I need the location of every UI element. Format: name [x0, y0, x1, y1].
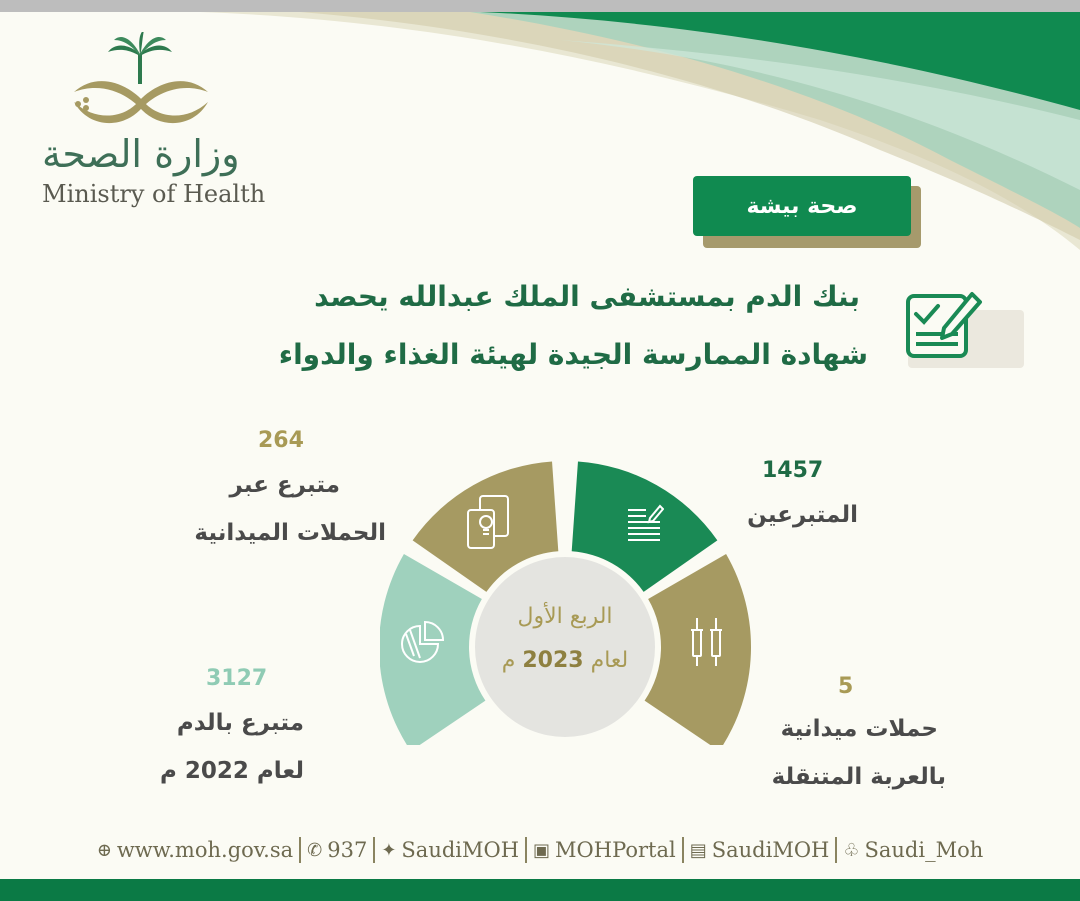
checklist-pen-icon: [900, 284, 984, 364]
syringes-icon: [688, 616, 726, 668]
moh-logo: [66, 32, 216, 127]
headline-line1: بنك الدم بمستشفى الملك عبدالله يحصد: [314, 280, 860, 313]
stat-campaign-value: 264: [258, 428, 304, 453]
stat-campaign-label-2: الحملات الميدانية: [194, 520, 386, 546]
youtube-icon: ▣: [533, 839, 551, 861]
footer-contacts: [0, 832, 1080, 868]
snapchat-icon: ♧: [843, 839, 860, 861]
facebook-icon: ▤: [689, 839, 707, 861]
stat-mobile-label-1: حملات ميدانية: [780, 716, 938, 742]
twitter-icon: ✦: [381, 839, 397, 861]
footer-facebook[interactable]: ▤ SaudiMOH: [689, 838, 830, 862]
stat-mobile-value: 5: [838, 674, 854, 699]
center-year: 2023: [522, 648, 584, 673]
region-badge: صحة بيشة: [693, 176, 911, 236]
center-suffix: م: [501, 648, 516, 673]
logo-arabic: وزارة الصحة: [42, 132, 240, 176]
center-quarter: الربع الأول: [517, 604, 613, 629]
stat-donors-label: المتبرعين: [747, 502, 858, 528]
logo-english: Ministry of Health: [42, 180, 266, 208]
footer-youtube[interactable]: ▣ MOHPortal: [533, 838, 676, 862]
stat-2022-label-1: متبرع بالدم: [176, 710, 304, 736]
stat-donors-value: 1457: [762, 458, 824, 483]
document-pen-icon: [626, 504, 664, 544]
device-lightbulb-icon: [464, 494, 512, 552]
center-year-line: [480, 648, 650, 673]
headline-line2: شهادة الممارسة الجيدة لهيئة الغذاء والدواء: [278, 338, 868, 371]
footer-snapchat[interactable]: ♧ Saudi_Moh: [843, 838, 984, 862]
stat-2022-label-2: لعام 2022 م: [159, 758, 304, 784]
stat-mobile-label-2: بالعربة المتنقلة: [771, 764, 946, 790]
center-year-prefix: لعام: [590, 648, 629, 673]
stats-donut: [380, 455, 752, 745]
phone-icon: ✆: [307, 839, 323, 861]
footer-phone[interactable]: ✆ 937: [307, 838, 368, 862]
center-circle: [475, 557, 655, 737]
pie-chart-icon: [398, 620, 448, 666]
stat-2022-value: 3127: [206, 666, 268, 691]
footer-website[interactable]: ⊕ www.moh.gov.sa: [96, 838, 294, 862]
footer-twitter[interactable]: ✦ SaudiMOH: [381, 838, 520, 862]
globe-icon: ⊕: [96, 839, 112, 861]
stat-campaign-label-1: متبرع عبر: [229, 472, 340, 498]
bottom-bar: [0, 879, 1080, 901]
